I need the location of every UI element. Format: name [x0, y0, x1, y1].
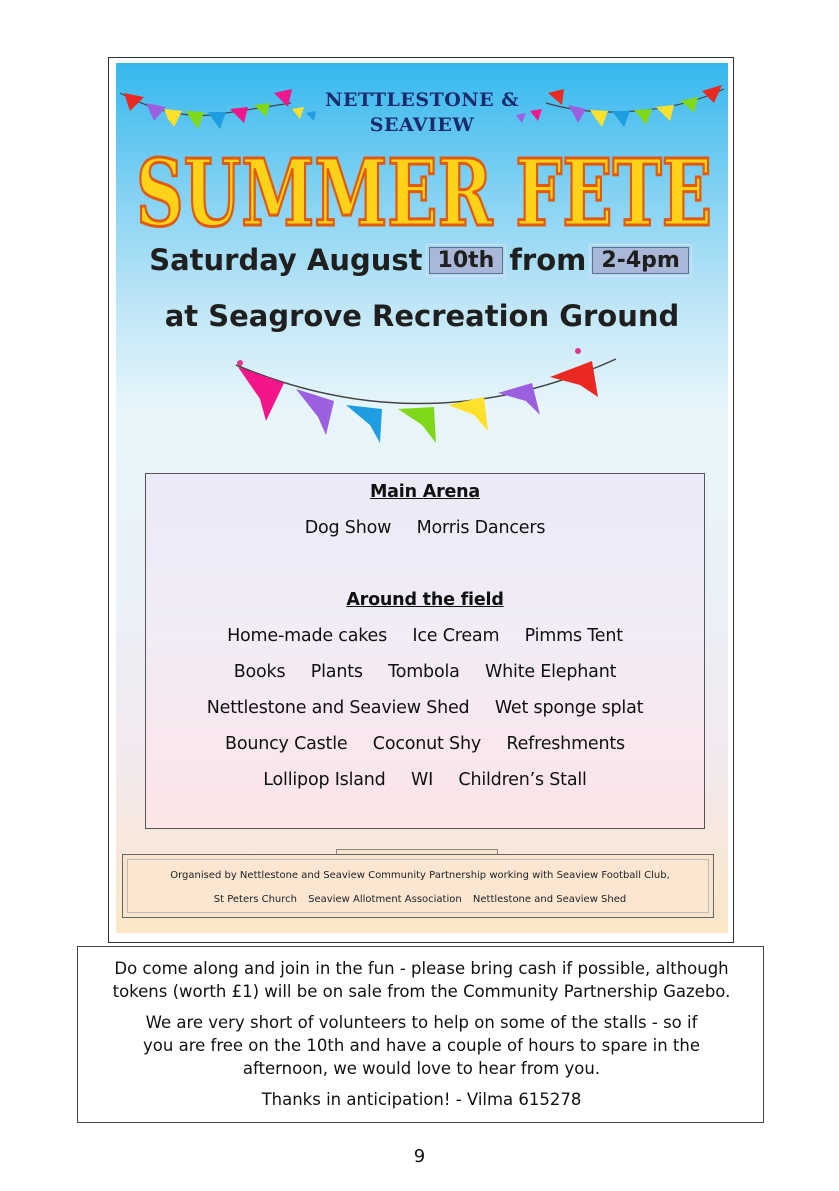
- notice-line-6: Thanks in anticipation! - Vilma 615278: [261, 1090, 582, 1109]
- event-item: Ice Cream: [412, 626, 500, 646]
- time-box: 2-4pm: [592, 247, 688, 274]
- event-item: Home-made cakes: [227, 626, 388, 646]
- organisation-name-line-1: NETTLESTONE &: [325, 89, 519, 111]
- organiser-line-2: [128, 894, 712, 905]
- organiser-box: [122, 854, 714, 918]
- events-box: [145, 473, 705, 829]
- organiser-part: Seaview Allotment Association: [308, 894, 462, 905]
- event-item: Lollipop Island: [263, 770, 386, 790]
- notice-line-1: Do come along and join in the fun - please bring cash if possible, although: [114, 959, 729, 978]
- date-line: [116, 243, 728, 277]
- event-item: Morris Dancers: [416, 518, 546, 538]
- event-item: Plants: [310, 662, 363, 682]
- organiser-part: St Peters Church: [213, 894, 297, 905]
- date-prefix: Saturday August: [149, 243, 423, 277]
- middle-bunting-image: [226, 345, 626, 465]
- notice-line-3: We are very short of volunteers to help on some of the stalls - so if: [145, 1013, 698, 1032]
- venue-line: at Seagrove Recreation Ground: [164, 299, 680, 333]
- fete-poster: [116, 63, 728, 933]
- notice-line-4: you are free on the 10th and have a couple of hours to spare in the: [143, 1036, 700, 1055]
- event-item: Bouncy Castle: [225, 734, 348, 754]
- event-item: Wet sponge splat: [494, 698, 644, 718]
- headline: [134, 141, 714, 243]
- around-field-heading: Around the field: [346, 590, 504, 610]
- page-number: 9: [413, 1146, 426, 1167]
- field-row-5: [146, 770, 704, 790]
- event-item: Nettlestone and Seaview Shed: [206, 698, 470, 718]
- date-from: from: [509, 243, 587, 277]
- event-item: White Elephant: [485, 662, 617, 682]
- main-arena-items: [146, 518, 704, 538]
- event-item: Refreshments: [506, 734, 625, 754]
- organisation-name-line-2: SEAVIEW: [369, 114, 475, 136]
- date-box: 10th: [429, 247, 504, 274]
- event-item: WI: [410, 770, 434, 790]
- field-row-3: [146, 698, 704, 718]
- main-arena-heading: Main Arena: [369, 482, 481, 502]
- field-row-4: [146, 734, 704, 754]
- event-item: Dog Show: [304, 518, 392, 538]
- event-item: Pimms Tent: [524, 626, 623, 646]
- notice-box: [77, 946, 764, 1123]
- field-row-2: [146, 662, 704, 682]
- organiser-box-inner: [127, 859, 709, 913]
- event-item: Books: [233, 662, 286, 682]
- notice-line-2: tokens (worth £1) will be on sale from the Community Partnership Gazebo.: [112, 982, 731, 1001]
- headline-text: SUMMER FETE: [136, 141, 712, 243]
- organiser-part: Nettlestone and Seaview Shed: [472, 894, 627, 905]
- event-item: Tombola: [388, 662, 460, 682]
- event-item: Coconut Shy: [372, 734, 482, 754]
- notice-line-5: afternoon, we would love to hear from you.: [242, 1059, 601, 1078]
- organiser-line-1: Organised by Nettlestone and Seaview Community Partnership working with Seaview Football Club,: [170, 870, 670, 881]
- field-row-1: [146, 626, 704, 646]
- event-item: Children’s Stall: [458, 770, 587, 790]
